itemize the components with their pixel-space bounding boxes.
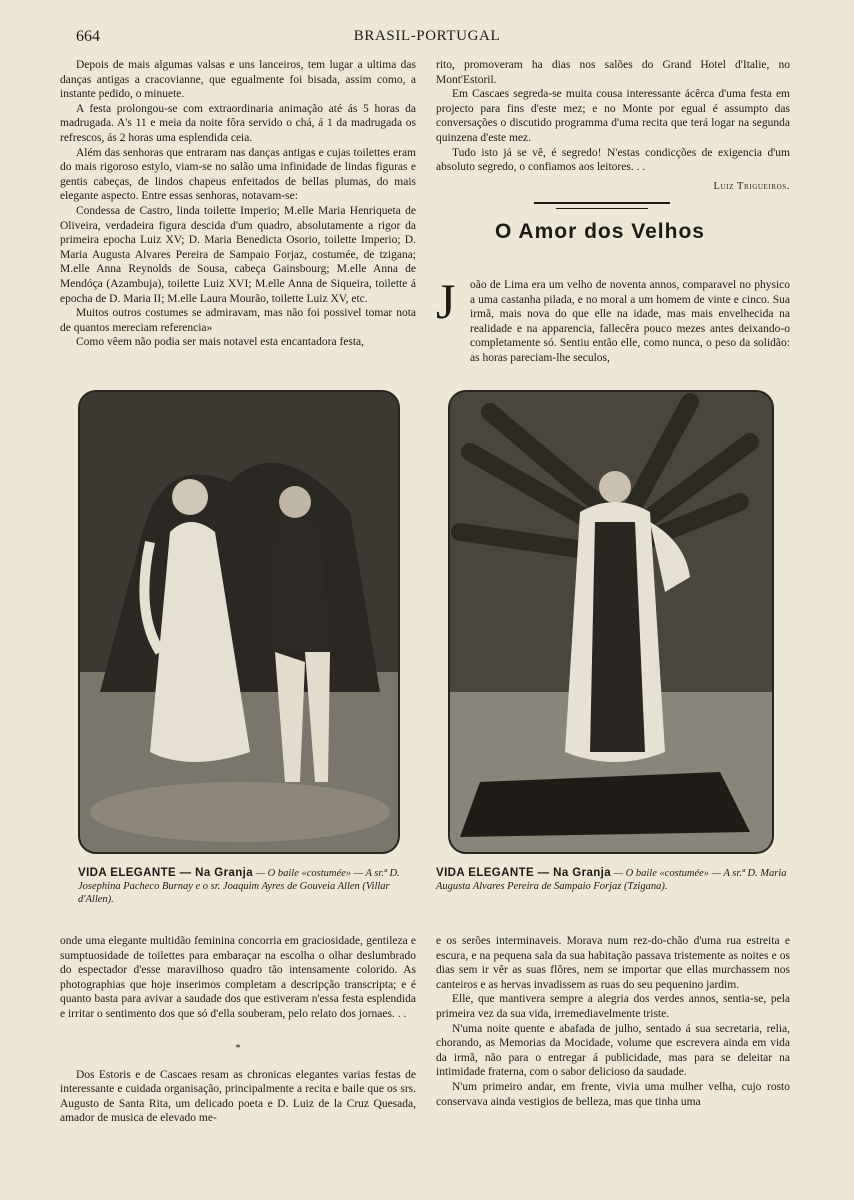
divider-rule: [556, 208, 648, 209]
paragraph: Muitos outros costumes se admiravam, mas não foi possivel tomar nota de quantos mereciam referencia»: [60, 307, 416, 334]
article-opening: [436, 273, 790, 366]
paragraph: A festa prolongou-se com extraordinaria animação até ás 5 horas da madrugada. A's 11 e meia da noite fôra servido o chá, á 1 da madrugada os refrescos, ás 2 horas uma esplendida ceia.: [60, 102, 416, 144]
page-number: 664: [76, 28, 100, 45]
photo-tzigana-costume: [448, 390, 774, 854]
caption-lead: VIDA ELEGANTE — Na Granja: [436, 867, 612, 879]
photo-couple-dancing: [78, 390, 400, 854]
paragraph: N'uma noite quente e abafada de julho, sentado á sua secretaria, relia, chorando, as Memorias da Mocidade, volume que escrevera ainda em vida da irmã, não para o entregar á publicidade, mas para se deleitar na intimidade fraterna, com o sabor delicioso da saudade.: [436, 1022, 790, 1079]
paragraph: oão de Lima era um velho de noventa annos, comparavel no physico a uma castanha pilada, e no moral a um homem de vinte e cinco. Sua irmã, mais nova do que elle na idade, mas mais envelhecida na realidade e na apparencia, fallecêra pouco mezes antes deixando-o completamente só. Sentiu então elle, como nunca, o peso da solidão: as horas pareciam-lhe seculos,: [470, 279, 790, 364]
photo-tzigana-illustration: [450, 392, 772, 852]
paragraph: Elle, que mantivera sempre a alegria dos verdes annos, sentia-se, pela primeira vez da sua vida, irremediavelmente triste.: [436, 993, 790, 1020]
caption-text: — O baile «costumée» — A sr.ª D. Maria Augusta Alvares Pereira de Sampaio Forjaz (Tzigana).: [436, 868, 787, 892]
drop-cap: J: [436, 273, 456, 329]
caption-text: — O baile «costumée» — A sr.ª D. Josephina Pacheco Burnay e o sr. Joaquim Ayres de Gouveia Allen (Villar d'Allen).: [78, 868, 400, 905]
section-separator: *: [235, 1041, 241, 1054]
paragraph: Em Cascaes segreda-se muita cousa interessante ácêrca d'uma festa em projecto para fins d'este mez; e no Monte por egual é assumpto das conversações o discutido programma d'uma recita que terá logar na segunda quinzena d'este mez.: [436, 88, 790, 144]
paragraph: Tudo isto já se vê, é segredo! N'estas condicções de exigencia d'um absoluto segredo, o confiamos aos leitores. . .: [436, 146, 790, 174]
paragraph: Condessa de Castro, linda toilette Imperio; M.elle Maria Henriqueta de Oliveira, verdadeira figura descida d'um quadro, absolutamente a rigor da primeira epocha Luiz XV; D. Maria Benedicta Osorio, toilette Imperio; D. Maria Augusta Alvares Pereira de Sampaio Forjaz, costumée, de tzigana; M.elle Anna Reynolds de Sousa, cabeça Gainsbourg; M.elle Anna de Mendóça (Azambuja), toilette Luiz XVI; M.elle Anna de Siqueira, toilette á epocha de D. Maria II; M.elle Laura Mourão, toilette Luiz XV, etc.: [60, 204, 416, 305]
photo-couple-illustration: [80, 392, 398, 852]
paragraph: rito, promoveram ha dias nos salões do Grand Hotel d'Italie, no Mont'Estoril.: [436, 59, 790, 86]
paragraph: Depois de mais algumas valsas e uns lanceiros, tem lugar a ultima das danças antigas a cracovianne, que egualmente foi bisada, assim como, a instante pedido, o minuete.: [60, 59, 416, 101]
paragraph: N'um primeiro andar, em frente, vivia uma mulher velha, cujo rosto conservava ainda vestigios de belleza, mas que tinha uma: [436, 1080, 790, 1108]
paragraph: Como vêem não podia ser mais notavel esta encantadora festa,: [76, 336, 365, 349]
article-title: O Amor dos Velhos: [495, 220, 705, 243]
paragraph: onde uma elegante multidão feminina concorria em graciosidade, gentileza e sumptuosidade de toilettes para embaraçar na escolha o olhar deslumbrado do espectador d'esse maravilhoso quadro tão intensamente colorido. As photographias que hoje inserimos completam a descripção transcripta; e é quanto basta para avivar a saudade dos que estiveram n'essa festa esplendida e irritar o sentimento dos que só d'ella souberam, pelo relato dos jornaes. . .: [60, 935, 416, 1020]
bottom-right-column: [436, 934, 790, 1109]
paragraph: Dos Estoris e de Cascaes resam as chronicas elegantes varias festas de interessante e cuidada organisação, principalmente a recita e baile que os srs. Augusto de Santa Rita, um delicado poeta e D. Luiz de la Cruz Quesada, amador de musica de elevado me-: [60, 1068, 416, 1125]
paragraph: e os serões interminaveis. Morava num rez-do-chão d'uma rua estreita e escura, e na pequena sala da sua habitação passava tristemente as noites e os dias sem ir vêr as suas flôres, nem se importar que ellas murchassem nos canteiros e as hervas invadissem as ruas do seu pequenino jardim.: [436, 935, 790, 991]
caption-left: [78, 867, 414, 906]
caption-right: [436, 867, 790, 893]
running-title: BRASIL-PORTUGAL: [353, 28, 501, 44]
top-left-column: [60, 58, 416, 350]
caption-lead: VIDA ELEGANTE — Na Granja: [78, 867, 254, 879]
top-right-column: [436, 58, 790, 192]
divider-rule: [534, 202, 670, 204]
author-signature: Luiz Trigueiros.: [713, 180, 790, 192]
paragraph: Além das senhoras que entraram nas danças antigas e cujas toilettes eram do mais rigoroso estylo, viam-se no salão uma infinidade de lindas figuras e gentis cabeças, de lindos chapeus enfeitados de bellas plumas, do mais elegante aspecto. Entre essas senhoras, notavam-se:: [60, 146, 416, 203]
bottom-left-column: [60, 934, 416, 1126]
